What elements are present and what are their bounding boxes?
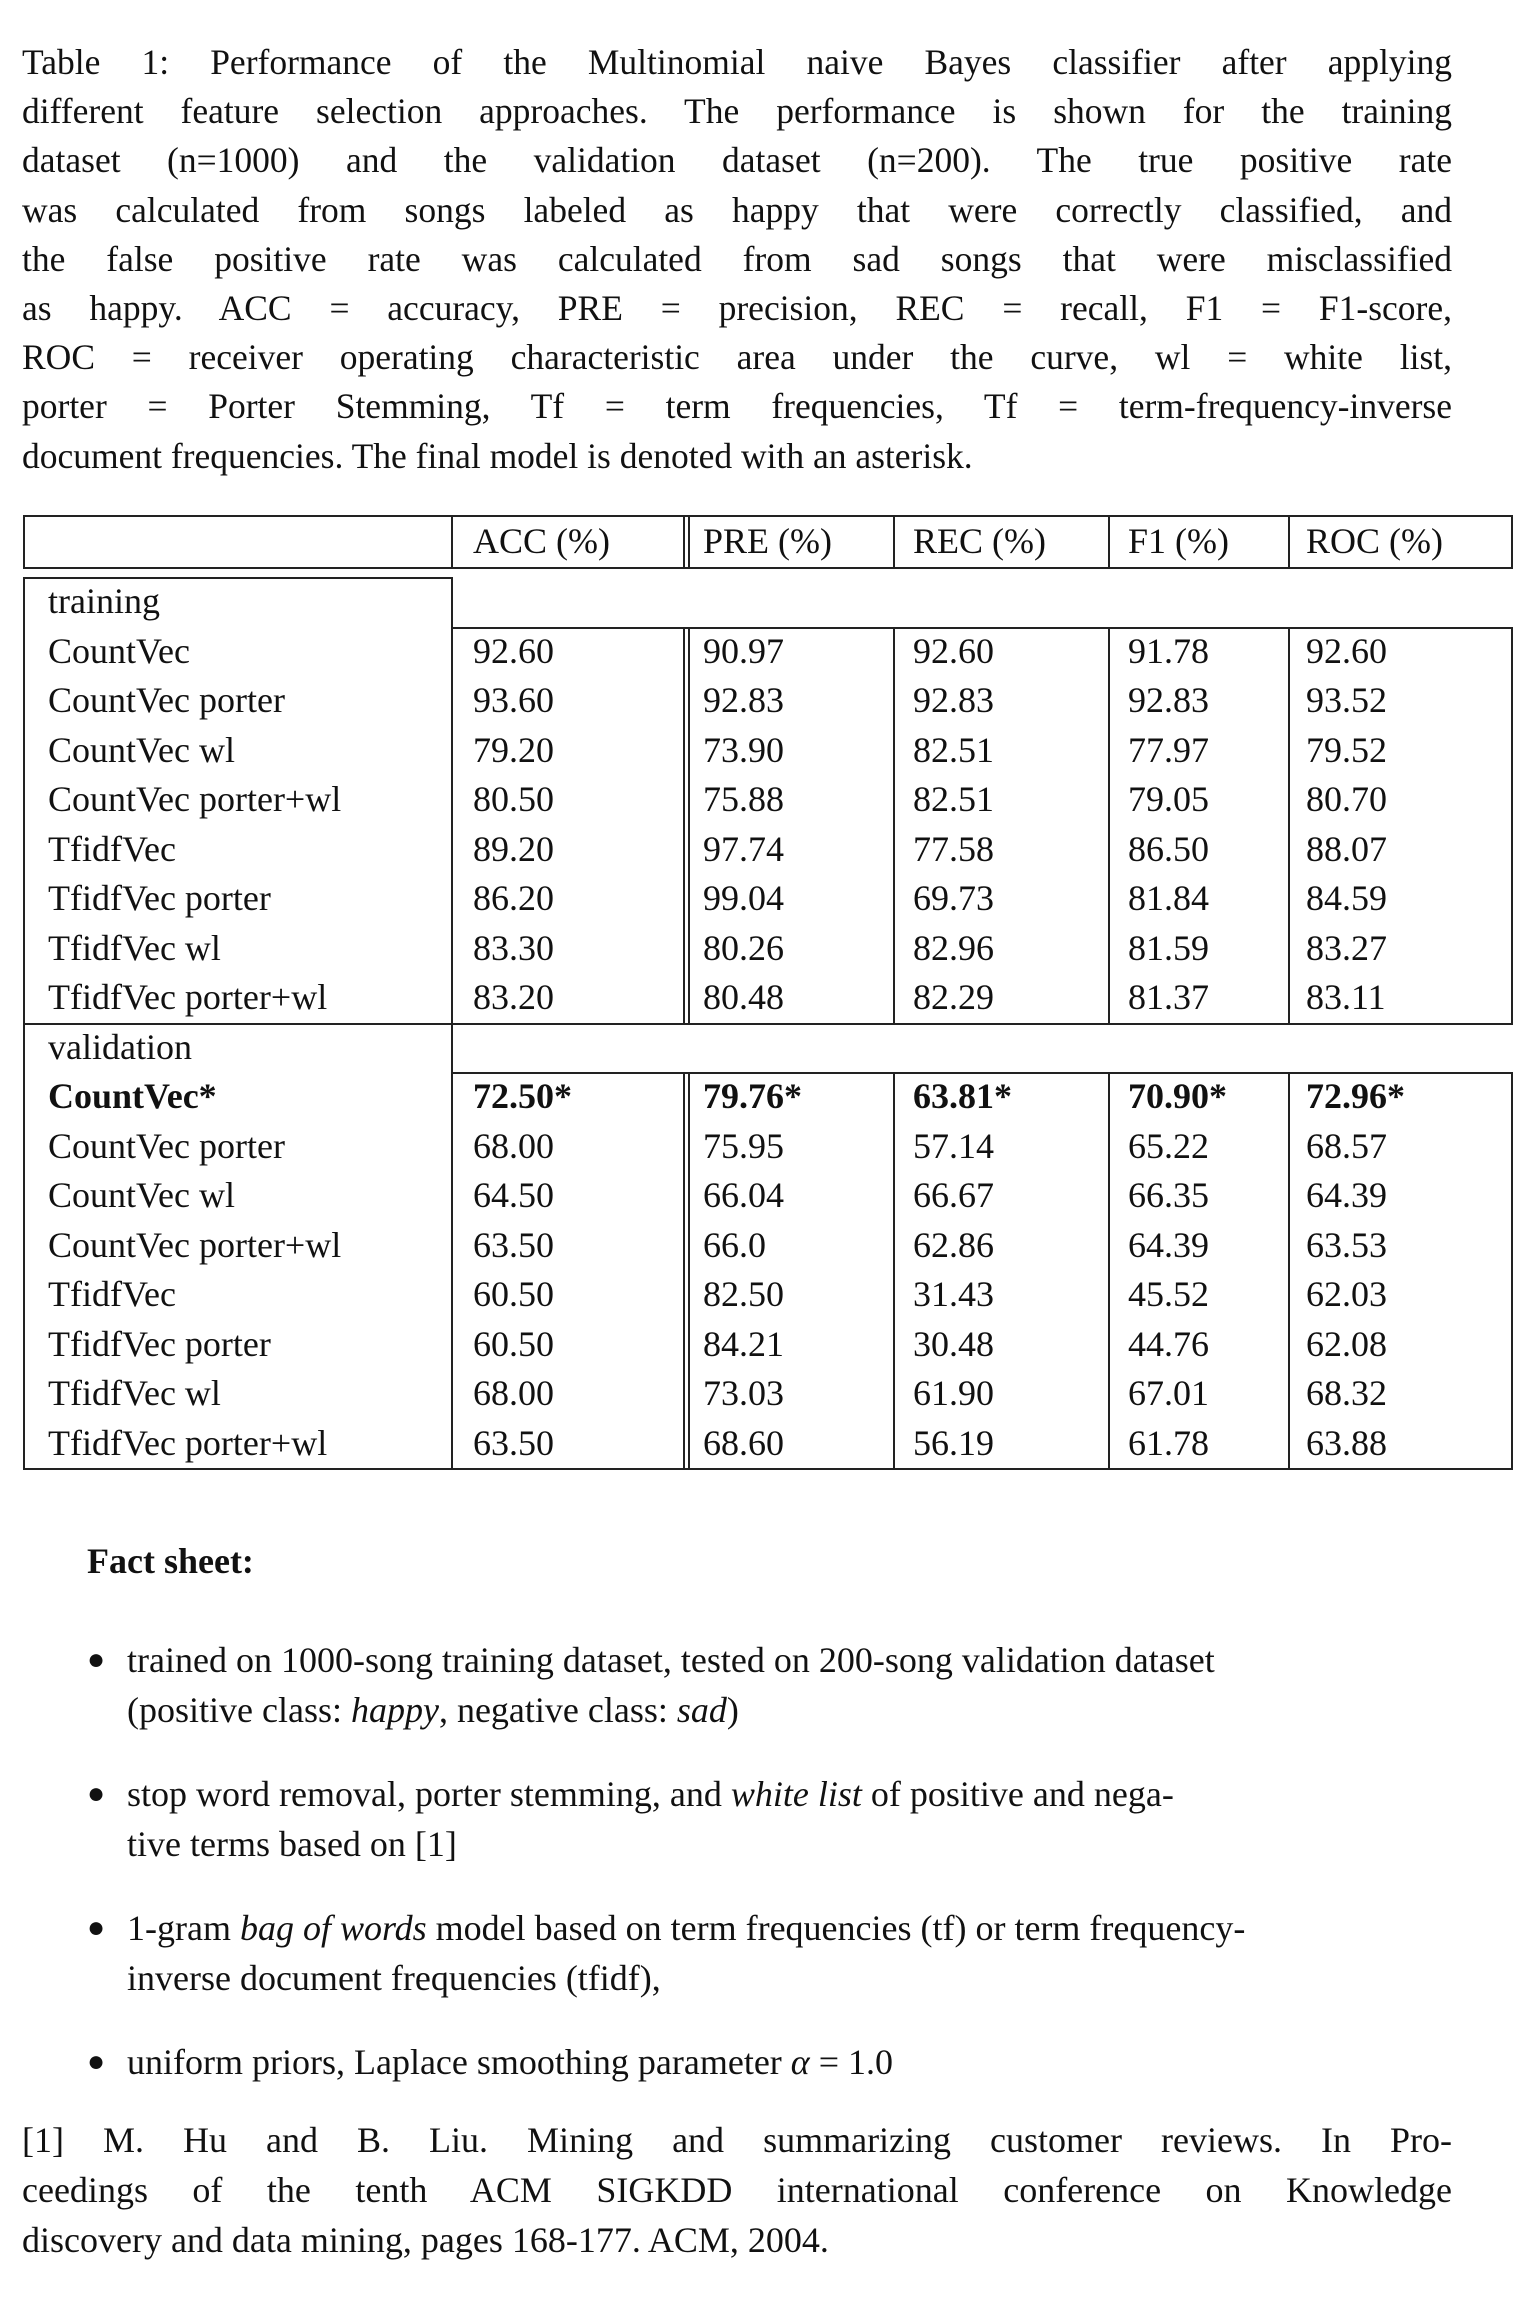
table-cell: 66.67 (913, 1175, 994, 1215)
table-cell: 93.60 (473, 680, 554, 720)
table-rule (1511, 1072, 1513, 1468)
table-cell: 45.52 (1128, 1274, 1209, 1314)
table-cell: 68.60 (703, 1422, 784, 1463)
table-caption (22, 38, 1452, 481)
fact-line: inverse document frequencies (tfidf), (127, 1958, 661, 1998)
table-cell: 64.39 (1306, 1175, 1387, 1215)
table-cell: 66.0 (703, 1224, 766, 1265)
table-rule (23, 567, 1513, 569)
table-cell: 72.50* (473, 1076, 572, 1116)
table-cell: 91.78 (1128, 630, 1209, 671)
table-cell: 82.51 (913, 779, 994, 819)
column-header: F1 (%) (1128, 521, 1229, 561)
caption-line: porter = Porter Stemming, Tf = term frequencies, Tf = term-frequency-inverse (22, 386, 1452, 427)
table-cell: 60.50 (473, 1323, 554, 1364)
table-cell: 63.88 (1306, 1422, 1387, 1463)
column-header: PRE (%) (703, 521, 832, 561)
table-cell: 62.03 (1306, 1274, 1387, 1314)
reference-line: discovery and data mining, pages 168-177. ACM, 2004. (22, 2220, 829, 2260)
table-rule (688, 515, 690, 567)
table-cell: 70.90* (1128, 1076, 1227, 1116)
table-rule (1288, 1072, 1290, 1468)
table-cell: 72.96* (1306, 1076, 1405, 1116)
table-rule (893, 1072, 895, 1468)
table-cell: 89.20 (473, 828, 554, 869)
table-cell: 81.84 (1128, 878, 1209, 918)
table-cell: 90.97 (703, 630, 784, 671)
table-cell: 77.97 (1128, 729, 1209, 770)
table-cell: 57.14 (913, 1125, 994, 1166)
table-cell: 86.20 (473, 878, 554, 918)
caption-line: as happy. ACC = accuracy, PRE = precision, REC = recall, F1 = F1-score, (22, 288, 1452, 329)
column-header: REC (%) (913, 521, 1046, 561)
table-cell: 80.26 (703, 927, 784, 968)
row-label: CountVec porter (48, 1125, 285, 1166)
reference (22, 2115, 1452, 2265)
table-cell: 66.04 (703, 1175, 784, 1215)
table-cell: 68.57 (1306, 1125, 1387, 1166)
table-cell: 82.29 (913, 977, 994, 1017)
table-cell: 63.53 (1306, 1224, 1387, 1265)
table-cell: 80.50 (473, 779, 554, 819)
bullet-icon: ● (87, 1777, 106, 1810)
table-cell: 73.03 (703, 1373, 784, 1413)
table-cell: 63.81* (913, 1076, 1012, 1116)
table-rule (1108, 515, 1110, 567)
table-cell: 80.70 (1306, 779, 1387, 819)
table-cell: 79.05 (1128, 779, 1209, 819)
fact-line: tive terms based on [1] (127, 1824, 457, 1864)
table-cell: 81.59 (1128, 927, 1209, 968)
table-cell: 31.43 (913, 1274, 994, 1314)
table-cell: 73.90 (703, 729, 784, 770)
row-label: TfidfVec porter (48, 1323, 271, 1364)
fact-line: (positive class: happy, negative class: sad) (127, 1690, 739, 1730)
table-rule (23, 1023, 1513, 1025)
table-cell: 62.08 (1306, 1323, 1387, 1364)
table-rule (1288, 515, 1290, 567)
bullet-icon: ● (87, 1643, 106, 1676)
row-label: CountVec wl (48, 1175, 235, 1215)
table-rule (1511, 515, 1513, 567)
bullet-icon: ● (87, 2045, 106, 2078)
caption-line: ROC = receiver operating characteristic area under the curve, wl = white list, (22, 337, 1452, 378)
row-label: CountVec porter+wl (48, 1224, 342, 1265)
row-label: CountVec (48, 630, 190, 671)
table-cell: 62.86 (913, 1224, 994, 1265)
table-cell: 92.83 (1128, 680, 1209, 720)
table-cell: 69.73 (913, 878, 994, 918)
table-cell: 83.11 (1306, 977, 1386, 1017)
results-table (23, 515, 1513, 1477)
bullet-icon: ● (87, 1911, 106, 1944)
table-cell: 83.30 (473, 927, 554, 968)
table-cell: 83.20 (473, 977, 554, 1017)
table-rule (683, 627, 685, 1023)
table-rule (451, 515, 453, 567)
table-cell: 88.07 (1306, 828, 1387, 869)
table-cell: 92.60 (913, 630, 994, 671)
table-rule (1108, 627, 1110, 1023)
table-rule (23, 515, 25, 567)
table-rule (893, 515, 895, 567)
row-label: CountVec porter+wl (48, 779, 342, 819)
table-cell: 61.78 (1128, 1422, 1209, 1463)
table-cell: 99.04 (703, 878, 784, 918)
fact-line: stop word removal, porter stemming, and white list of positive and nega- (127, 1774, 1174, 1814)
table-cell: 86.50 (1128, 828, 1209, 869)
reference-line: ceedings of the tenth ACM SIGKDD international conference on Knowledge (22, 2170, 1452, 2210)
table-cell: 63.50 (473, 1422, 554, 1463)
table-cell: 93.52 (1306, 680, 1387, 720)
reference-line: [1] M. Hu and B. Liu. Mining and summarizing customer reviews. In Pro- (22, 2120, 1452, 2160)
table-rule (688, 627, 690, 1023)
table-cell: 30.48 (913, 1323, 994, 1364)
table-cell: 60.50 (473, 1274, 554, 1314)
fact-line: 1-gram bag of words model based on term frequencies (tf) or term frequency- (127, 1908, 1246, 1948)
table-rule (1288, 627, 1290, 1023)
row-label: TfidfVec porter (48, 878, 271, 918)
table-cell: 44.76 (1128, 1323, 1209, 1364)
table-cell: 82.50 (703, 1274, 784, 1314)
section-label-validation: validation (48, 1026, 192, 1067)
table-cell: 66.35 (1128, 1175, 1209, 1215)
table-cell: 64.39 (1128, 1224, 1209, 1265)
caption-line: different feature selection approaches. The performance is shown for the training (22, 91, 1452, 132)
fact-line: trained on 1000-song training dataset, tested on 200-song validation dataset (127, 1640, 1215, 1680)
table-cell: 77.58 (913, 828, 994, 869)
table-cell: 79.52 (1306, 729, 1387, 770)
table-cell: 92.60 (473, 630, 554, 671)
table-cell: 65.22 (1128, 1125, 1209, 1166)
row-label: CountVec wl (48, 729, 235, 770)
table-cell: 64.50 (473, 1175, 554, 1215)
table-cell: 84.21 (703, 1323, 784, 1364)
table-rule (893, 627, 895, 1023)
row-label: CountVec porter (48, 680, 285, 720)
table-rule (683, 515, 685, 567)
table-cell: 82.96 (913, 927, 994, 968)
column-header: ACC (%) (473, 521, 610, 561)
caption-line: Table 1: Performance of the Multinomial naive Bayes classifier after applying (22, 42, 1452, 82)
table-rule (23, 1468, 1513, 1470)
table-cell: 92.83 (703, 680, 784, 720)
table-cell: 68.00 (473, 1373, 554, 1413)
table-cell: 81.37 (1128, 977, 1209, 1017)
table-cell: 61.90 (913, 1373, 994, 1413)
section-label-training: training (48, 581, 160, 621)
table-cell: 84.59 (1306, 878, 1387, 918)
table-cell: 79.20 (473, 729, 554, 770)
table-rule (1511, 627, 1513, 1023)
row-label: TfidfVec wl (48, 927, 221, 968)
column-header: ROC (%) (1306, 521, 1443, 561)
table-cell: 83.27 (1306, 927, 1387, 968)
table-cell: 82.51 (913, 729, 994, 770)
caption-line: document frequencies. The final model is denoted with an asterisk. (22, 435, 973, 476)
table-cell: 75.88 (703, 779, 784, 819)
row-label: TfidfVec (48, 1274, 176, 1314)
row-label: CountVec* (48, 1076, 217, 1116)
table-rule (688, 1072, 690, 1468)
table-cell: 67.01 (1128, 1373, 1209, 1413)
row-label: TfidfVec wl (48, 1373, 221, 1413)
row-label: TfidfVec (48, 828, 176, 869)
fact-line: uniform priors, Laplace smoothing parameter α = 1.0 (127, 2042, 894, 2082)
table-cell: 63.50 (473, 1224, 554, 1265)
table-cell: 92.60 (1306, 630, 1387, 671)
table-cell: 97.74 (703, 828, 784, 869)
table-cell: 92.83 (913, 680, 994, 720)
table-cell: 68.32 (1306, 1373, 1387, 1413)
row-label: TfidfVec porter+wl (48, 1422, 328, 1463)
table-rule (1108, 1072, 1110, 1468)
caption-line: dataset (n=1000) and the validation dataset (n=200). The true positive rate (22, 140, 1452, 181)
caption-line: was calculated from songs labeled as happy that were correctly classified, and (22, 189, 1452, 230)
row-label: TfidfVec porter+wl (48, 977, 328, 1017)
table-cell: 79.76* (703, 1076, 802, 1116)
table-rule (683, 1072, 685, 1468)
table-cell: 68.00 (473, 1125, 554, 1166)
table-cell: 80.48 (703, 977, 784, 1017)
table-cell: 56.19 (913, 1422, 994, 1463)
caption-line: the false positive rate was calculated from sad songs that were misclassified (22, 238, 1452, 279)
table-cell: 75.95 (703, 1125, 784, 1166)
fact-sheet-title: Fact sheet: (87, 1541, 254, 1581)
